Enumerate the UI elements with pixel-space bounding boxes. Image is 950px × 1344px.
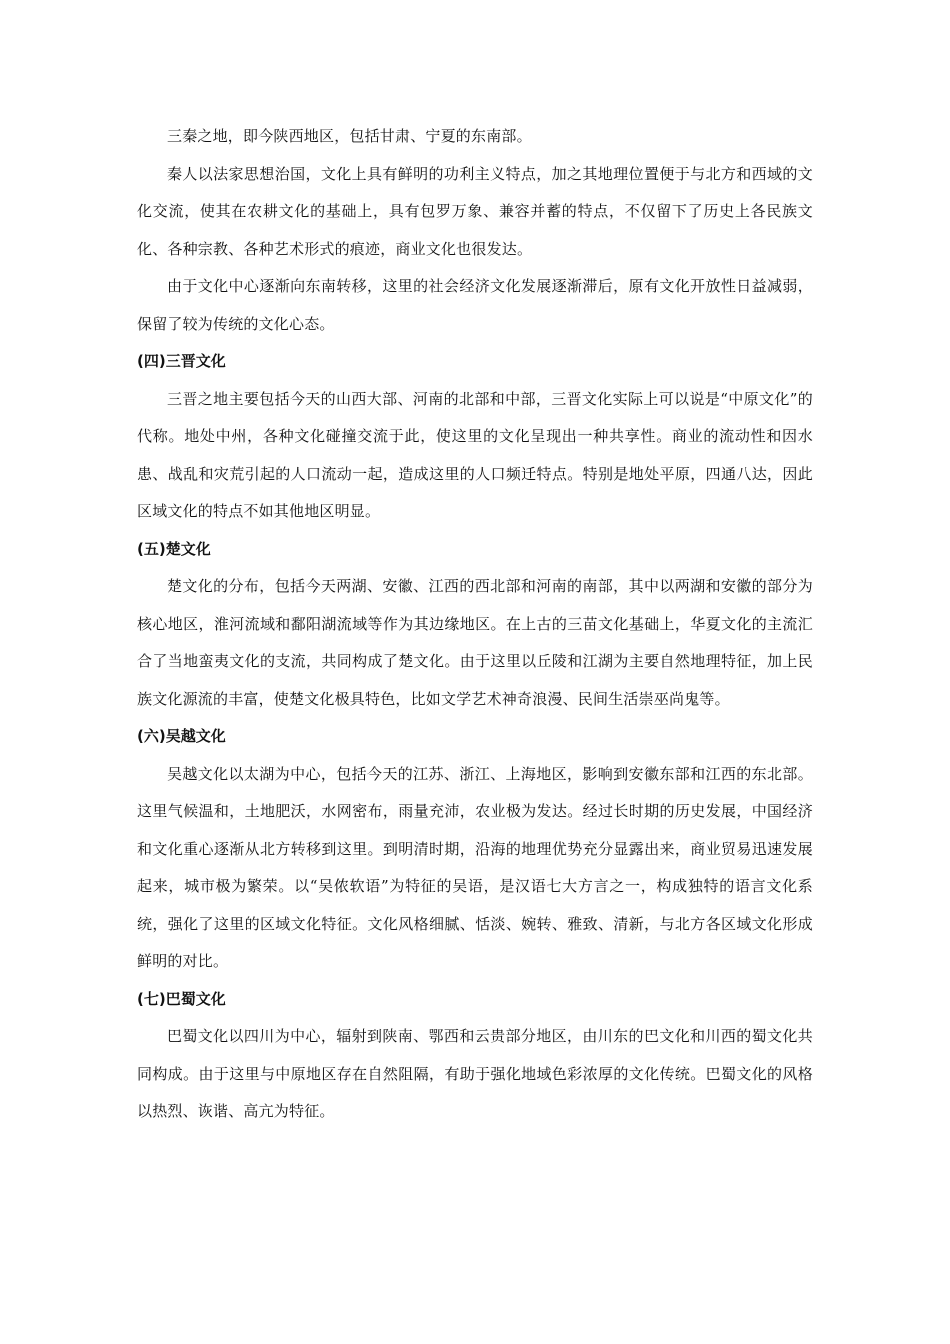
section-heading-bashu: (七)巴蜀文化 [137, 989, 226, 1008]
paragraph-qin-culture: 秦人以法家思想治国，文化上具有鲜明的功利主义特点，加之其地理位置便于与北方和西域的文化交流，使其在农耕文化的基础上，具有包罗万象、兼容并蓄的特点，不仅留下了历史上各民族文化、各种宗教、各种艺术形式的痕迹，商业文化也很发达。 [137, 164, 813, 258]
paragraph-chu: 楚文化的分布，包括今天两湖、安徽、江西的西北部和河南的南部，其中以两湖和安徽的部分为核心地区，淮河流域和鄱阳湖流域等作为其边缘地区。在上古的三苗文化基础上，华夏文化的主流汇合了当地蛮夷文化的支流，共同构成了楚文化。由于这里以丘陵和江湖为主要自然地理特征，加上民族文化源流的丰富，使楚文化极具特色，比如文学艺术神奇浪漫、民间生活崇巫尚鬼等。 [137, 577, 813, 708]
paragraph-jin: 三晋之地主要包括今天的山西大部、河南的北部和中部，三晋文化实际上可以说是“中原文化”的代称。地处中州，各种文化碰撞交流于此，使这里的文化呈现出一种共享性。商业的流动性和因水患、战乱和灾荒引起的人口流动一起，造成这里的人口频迁特点。特别是地处平原，四通八达，因此区域文化的特点不如其他地区明显。 [137, 389, 813, 520]
section-heading-wuyue: (六)吴越文化 [137, 727, 226, 745]
section-heading-jin: (四)三晋文化 [137, 352, 226, 370]
section-heading-chu: (五)楚文化 [137, 539, 211, 558]
paragraph-qin-decline: 由于文化中心逐渐向东南转移，这里的社会经济文化发展逐渐滞后，原有文化开放性日益减弱，保留了较为传统的文化心态。 [137, 277, 813, 333]
paragraph-wuyue: 吴越文化以太湖为中心，包括今天的江苏、浙江、上海地区，影响到安徽东部和江西的东北部。这里气候温和，土地肥沃，水网密布，雨量充沛，农业极为发达。经过长时期的历史发展，中国经济和文化重心逐渐从北方转移到这里。到明清时期，沿海的地理优势充分显露出来，商业贸易迅速发展起来，城市极为繁荣。以“吴侬软语”为特征的吴语，是汉语七大方言之一，构成独特的语言文化系统，强化了这里的区域文化特征。文化风格细腻、恬淡、婉转、雅致、清新，与北方各区域文化形成鲜明的对比。 [137, 764, 813, 970]
paragraph-bashu: 巴蜀文化以四川为中心，辐射到陕南、鄂西和云贵部分地区，由川东的巴文化和川西的蜀文化共同构成。由于这里与中原地区存在自然阻隔，有助于强化地域色彩浓厚的文化传统。巴蜀文化的风格以热烈、诙谐、高亢为特征。 [137, 1027, 813, 1120]
document-body [137, 118, 813, 1131]
paragraph-qin-region: 三秦之地，即今陕西地区，包括甘肃、宁夏的东南部。 [167, 127, 532, 145]
